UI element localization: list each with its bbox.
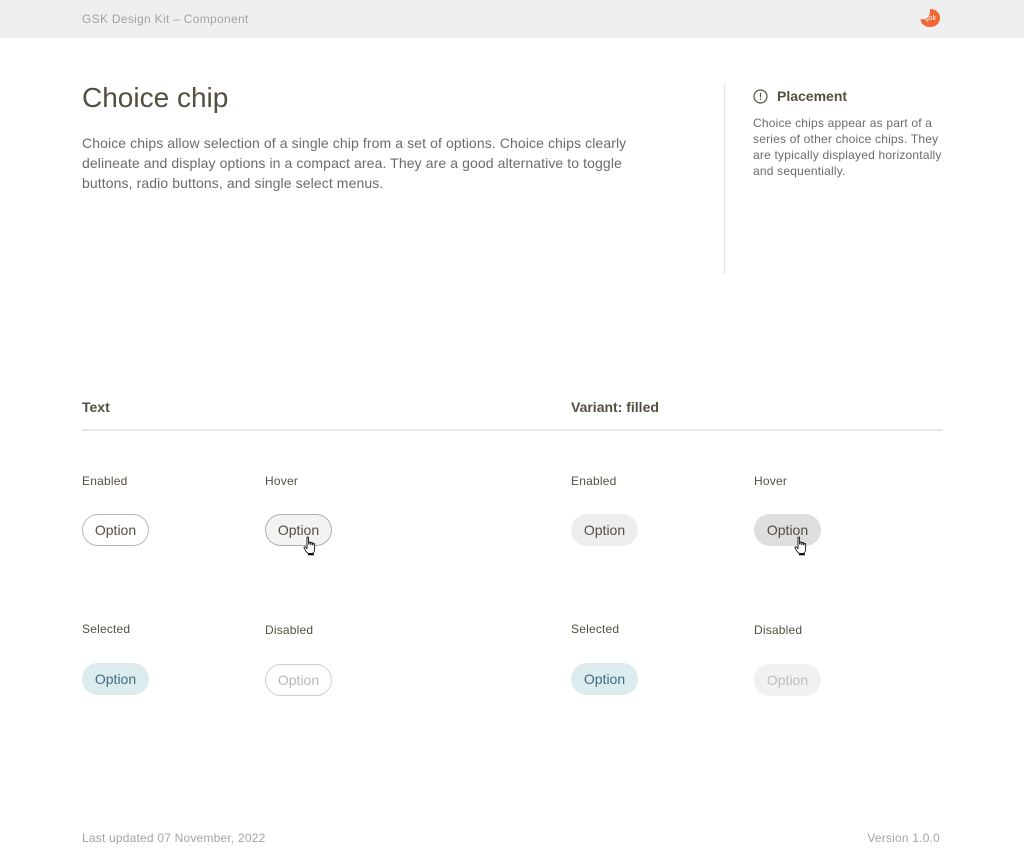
filled-enabled-label: Enabled bbox=[571, 474, 617, 488]
text-hover-label: Hover bbox=[265, 474, 299, 488]
top-bar bbox=[0, 0, 1024, 38]
filled-disabled-chip: Option bbox=[754, 664, 821, 696]
hand-cursor-icon bbox=[303, 536, 317, 556]
text-selected-chip[interactable]: Option bbox=[82, 663, 149, 695]
logo-text: gsk bbox=[925, 15, 936, 22]
hand-cursor-icon bbox=[794, 536, 808, 556]
filled-selected-label: Selected bbox=[571, 622, 620, 636]
filled-selected-chip[interactable]: Option bbox=[571, 663, 638, 695]
last-updated: Last updated 07 November, 2022 bbox=[82, 831, 266, 845]
filled-hover-chip[interactable]: Option bbox=[754, 514, 821, 546]
info-icon bbox=[753, 89, 768, 104]
vertical-divider bbox=[724, 84, 725, 274]
placement-title: Placement bbox=[777, 88, 848, 104]
section-heading-text: Text bbox=[82, 399, 110, 415]
page-title: Choice chip bbox=[82, 82, 229, 113]
section-heading-filled: Variant: filled bbox=[571, 399, 659, 415]
filled-hover-label: Hover bbox=[754, 474, 788, 488]
placement-text: Choice chips appear as part of a series of other choice chips. They are typically displayed horizontally and sequentially. bbox=[753, 116, 942, 178]
text-enabled-chip[interactable]: Option bbox=[82, 514, 149, 546]
text-disabled-chip: Option bbox=[265, 664, 332, 696]
kit-title: GSK Design Kit – Component bbox=[82, 12, 249, 26]
text-selected-label: Selected bbox=[82, 622, 131, 636]
text-disabled-label: Disabled bbox=[265, 623, 314, 637]
page-description: Choice chips allow selection of a single chip from a set of options. Choice chips clearly delineate and display options in a compact area. They are a good alternative to toggle buttons, radio buttons, and single select menus. bbox=[82, 135, 627, 191]
filled-disabled-label: Disabled bbox=[754, 623, 803, 637]
version-label: Version 1.0.0 bbox=[867, 831, 940, 845]
text-hover-chip[interactable]: Option bbox=[265, 514, 332, 546]
text-enabled-label: Enabled bbox=[82, 474, 128, 488]
filled-enabled-chip[interactable]: Option bbox=[571, 514, 638, 546]
section-divider bbox=[82, 429, 943, 431]
gsk-logo bbox=[919, 8, 941, 28]
